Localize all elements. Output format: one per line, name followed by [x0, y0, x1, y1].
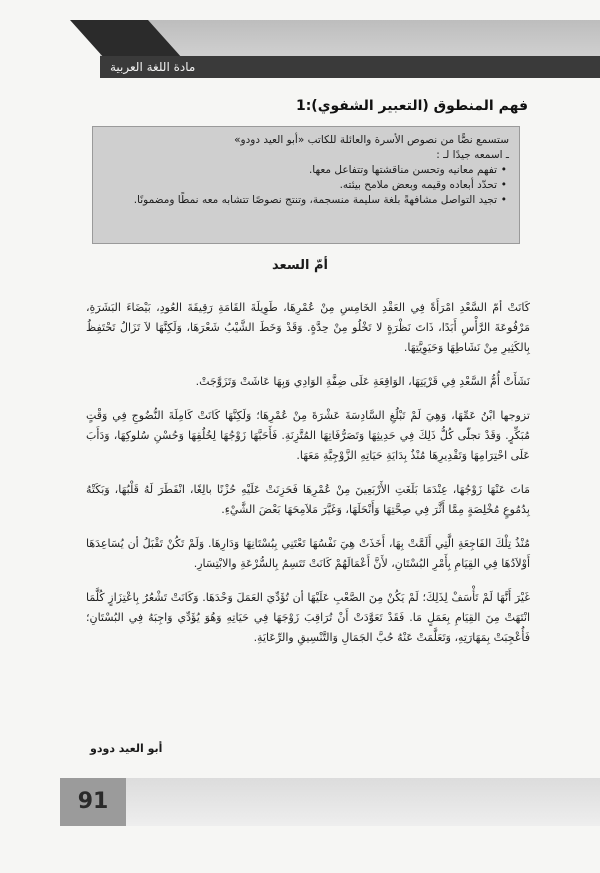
- paragraph: مَاتَ عَنْهَا زَوْجُهَا، عِنْدَمَا بَلَغَتِ الأَرْبَعِينَ مِنْ عُمْرِهَا فَحَزِنَتْ عَلَيْهِ حُزْنًا بالِغًا، انْفَطَرَ لَهُ قَلْبُهَا، وَبَكَتْهُ بِدُمُوعٍ مُخْلِصَةٍ مِمَّا أَثَّرَ فِي صِحَّتِهَا وَأَنْحَلَهَا، وَغَيَّرَ مَلاَمِحَهَا بَعْضَ الشَّيْءِ.: [86, 483, 530, 516]
- objectives-box: [92, 126, 520, 244]
- subject-title: مادة اللغة العربية: [110, 60, 196, 74]
- text-title: أمّ السعد: [272, 258, 328, 273]
- page-number: 91: [77, 789, 109, 814]
- paragraph: نَشَأَتْ أُمُّ السَّعْدِ فِي قَرْيَتِهَا، الوَاقِعَةِ عَلَى ضِفَّةِ الوَادِي وَبِهَا عَاشَتْ وَتَزَوَّجَتْ.: [195, 375, 530, 388]
- objectives-list: [103, 163, 509, 208]
- footer-strip: [126, 778, 600, 826]
- section-title: فهم المنطوق (التعبير الشفوي):1: [295, 98, 528, 114]
- paragraph: كَانَتْ أمّ السَّعْدِ امْرَأَةً فِي العَقْدِ الخَامِسِ مِنْ عُمْرِهَا، طَوِيلَةَ القَامَةِ رَقِيقَةَ العُودِ، بَيْضَاءَ البَشَرَةِ، مَرْفُوعَةَ الرَّأْسِ أَبَدًا، ذَاتَ نَظْرَةٍ لا تَخْلُو مِنْ حِدَّةٍ. وَقَدْ وَخَطَ الشَّيْبُ شَعْرَهَا، وَلَكِنَّهَا لاَ تَزَالُ تَحْتَفِظُ بِالكَثِيرِ مِنْ نَشَاطِهَا وَحَيَوِيَّتِهَا.: [86, 301, 530, 354]
- paragraph: تزوجها ابْنُ عَمِّهَا، وَهِيَ لَمْ تَبْلُغِ السَّادِسَةَ عَشْرَةَ مِنْ عُمْرِهَا؛ وَلَكِنَّهَا كَانَتْ كَامِلَةَ النُّضُوجِ فِي وَقْتٍ مُبَكِّرٍ. وَقَدْ تجلّى كُلُّ ذَلِكَ فِي حَدِيثِهَا وَتَصَرُّفَاتِهَا المُتَّزِنَةِ. فَأَحَبَّهَا زَوْجُهَا لِخُلُقِهَا وَحُسْنِ سُلوكِهَا، وَدَأَبَ عَلَى احْتِرَامِهَا وَتَقْدِيرِهَا مُنْذُ بِدَايَةِ حَيَاتِهِ الزَّوْجِيَّةِ مَعَهَا.: [86, 409, 530, 462]
- body-text: [86, 298, 530, 662]
- objectives-listen: ـ اسمعه جيدًا لـ :: [436, 149, 509, 161]
- objectives-intro: ستسمع نصًّا من نصوص الأسرة والعائلة للكاتب «أبو العيد دودو»: [234, 134, 509, 146]
- objective-item: • تفهم معانيه وتحسن مناقشتها وتتفاعل معها.: [103, 163, 497, 178]
- paragraph: مُنْذُ تِلْكَ الفَاجِعَةِ الَّتِي أَلَمَّتْ بِهَا، أَخَذَتْ هِيَ نَفْسُهَا تَعْتَنِي بِبُسْتَانِهَا وَدَارِهَا. وَلَمْ تَكُنْ تَقْبَلُ أن يُسَاعِدَهَا أَوْلاَدُهَا فِي القِيَامِ بِأَمْرِ البُسْتَانِ، لأَنَّ أَعْمَالَهُمْ كَانَتْ تَتَسِمُ بِالسُّرْعَةِ والابْتِسَارِ.: [86, 537, 530, 570]
- objective-item: • تحدّد أبعاده وقيمه وبعض ملامح بيئته.: [103, 178, 497, 193]
- objective-item: • تجيد التواصل مشافهةً بلغة سليمة منسجمة، وتنتج نصوصًا تتشابه معه نمطًا ومضمونًا.: [103, 193, 497, 208]
- paragraph: غَيْرَ أَنَّهَا لَمْ تَأْسَفْ لِذَلِكَ؛ لَمْ يَكُنْ مِنَ الصَّعْبِ عَلَيْهَا أن تُؤَدِّيَ العَمَلَ وَحْدَهَا. وَكَانَتْ تَشْعُرُ بِاعْتِزَازٍ كُلَّمَا انْتَهَتْ مِنَ القِيَامِ بِعَمَلٍ مَا. فَقَدْ تَعَوَّدَتْ أَنْ تُرَاقِبَ زَوْجَهَا فِي حَيَاتِهِ وَهُوَ يُؤَدِّي وَاجِبَهُ فِي البُسْتَانِ؛ فَأُعْجِبَتْ بِمَهَارَتِهِ، وَتَعَلَّمَتْ عَنْهُ حُبَّ الجَمَالِ وَالتَّنْسِيقِ والرِّعَايَةِ.: [86, 591, 530, 644]
- author-name: أبو العيد دودو: [90, 742, 163, 755]
